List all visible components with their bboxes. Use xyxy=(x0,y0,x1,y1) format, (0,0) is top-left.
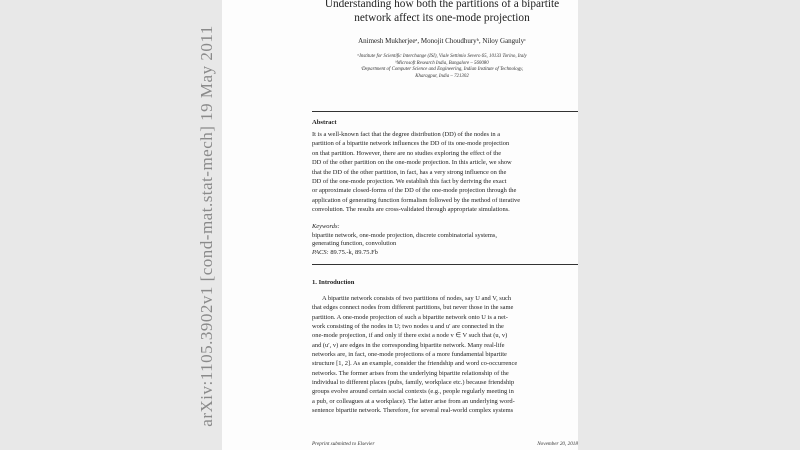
affiliation: ᵃInstitute for Scientific Interchange (ISI), Viale Settimio Severo 65, 10133 Torino, Italy xyxy=(357,54,527,59)
divider xyxy=(312,111,578,112)
title-line: Understanding how both the partitions of a bipartite xyxy=(324,0,560,10)
abstract-line: that the DD of the other partition, in fact, has a very strong influence on the xyxy=(312,168,507,176)
intro-line: that edges connect nodes from different partitions, but never those in the same xyxy=(312,304,514,312)
abstract-line: application of generating function formalism followed by the method of iterative xyxy=(312,196,521,204)
intro-line: sentence bipartite network. Therefore, for several real-world complex systems xyxy=(312,407,514,415)
intro-line: networks. The former arises from the underlying bipartite relationship of the xyxy=(312,369,509,377)
abstract-line: on that partition. However, there are no studies exploring the effect of the xyxy=(312,149,502,157)
keywords-heading: Keywords: xyxy=(312,223,340,230)
section-heading: 1. Introduction xyxy=(312,279,355,286)
abstract-line: DD of the other partition on the one-mode projection. In this article, we show xyxy=(312,159,512,167)
right-margin xyxy=(578,0,800,450)
affiliation: ᶜDepartment of Computer Science and Engineering, Indian Institute of Technology, xyxy=(360,67,524,73)
intro-line: work consisting of the nodes in U; two nodes u and u′ are connected in the xyxy=(312,323,504,331)
pacs-value: 89.75.-k, 89.75.Fb xyxy=(328,248,378,256)
intro-line: networks are, in fact, one-mode projections of a more fundamental bipartite xyxy=(312,351,507,359)
abstract-body xyxy=(312,130,578,215)
footer-preprint: Preprint submitted to Elsevier xyxy=(312,441,375,447)
abstract-line: DD of the one-mode projection. We establish this fact by deriving the exact xyxy=(312,178,507,186)
pacs-label: PACS: xyxy=(312,248,329,256)
intro-line: structure [1, 2]. As an example, consider the friendship and word co-occurrence xyxy=(312,360,518,368)
paper-title xyxy=(312,0,572,25)
left-margin xyxy=(0,0,222,450)
introduction-body xyxy=(312,294,578,415)
abstract-heading: Abstract xyxy=(312,119,337,126)
intro-line: a pub, or colleagues at a workplace). The latter arise from an underlying word- xyxy=(312,397,515,405)
abstract-line: It is a well-known fact that the degree distribution (DD) of the nodes in a xyxy=(312,131,501,138)
title-line: network affect its one-mode projection xyxy=(354,12,530,24)
intro-line: one-mode projection, if and only if there exist a node v ∈ V such that (u, v) xyxy=(312,332,508,340)
intro-line: individual to different places (pubs, family, workplace etc.) because friendship xyxy=(312,379,515,387)
intro-line: A bipartite network consists of two partitions of nodes, say U and V, such xyxy=(322,295,512,302)
intro-line: and (u′, v) are edges in the corresponding bipartite network. Many real-life xyxy=(312,341,505,349)
arxiv-side-label: arXiv:1105.3902v1 [cond-mat.stat-mech] 19 May 2011 xyxy=(197,25,216,427)
abstract-line: or approximate closed-forms of the DD of the one-mode projection through the xyxy=(312,187,517,195)
keywords-block xyxy=(312,223,578,257)
abstract-line: convolution. The results are cross-validated through appropriate simulations. xyxy=(312,206,510,214)
pacs-line xyxy=(312,249,578,258)
intro-line: partition. A one-mode projection of such a bipartite network onto U is a net- xyxy=(312,313,508,321)
divider xyxy=(312,264,578,265)
paper-page xyxy=(222,0,578,450)
keywords-line: bipartite network, one-mode projection, discrete combinatorial systems, xyxy=(312,231,498,239)
footer-date: November 20, 2018 xyxy=(537,441,578,447)
keywords-line: generating function, convolution xyxy=(312,240,397,248)
author-list: Animesh Mukherjeeᵃ, Monojit Choudhuryᵇ, Niloy Gangulyᶜ xyxy=(358,37,526,45)
affiliation: Kharagpur, India – 721302 xyxy=(415,73,469,79)
intro-line: groups evolve around certain social contexts (e.g., people regularly meeting in xyxy=(312,388,514,396)
affiliation: ᵇMicrosoft Research India, Bangalore – 560080 xyxy=(395,60,489,66)
abstract-line: partition of a bipartite network influences the DD of its one-mode projection xyxy=(312,140,510,148)
page-footer xyxy=(312,441,578,447)
